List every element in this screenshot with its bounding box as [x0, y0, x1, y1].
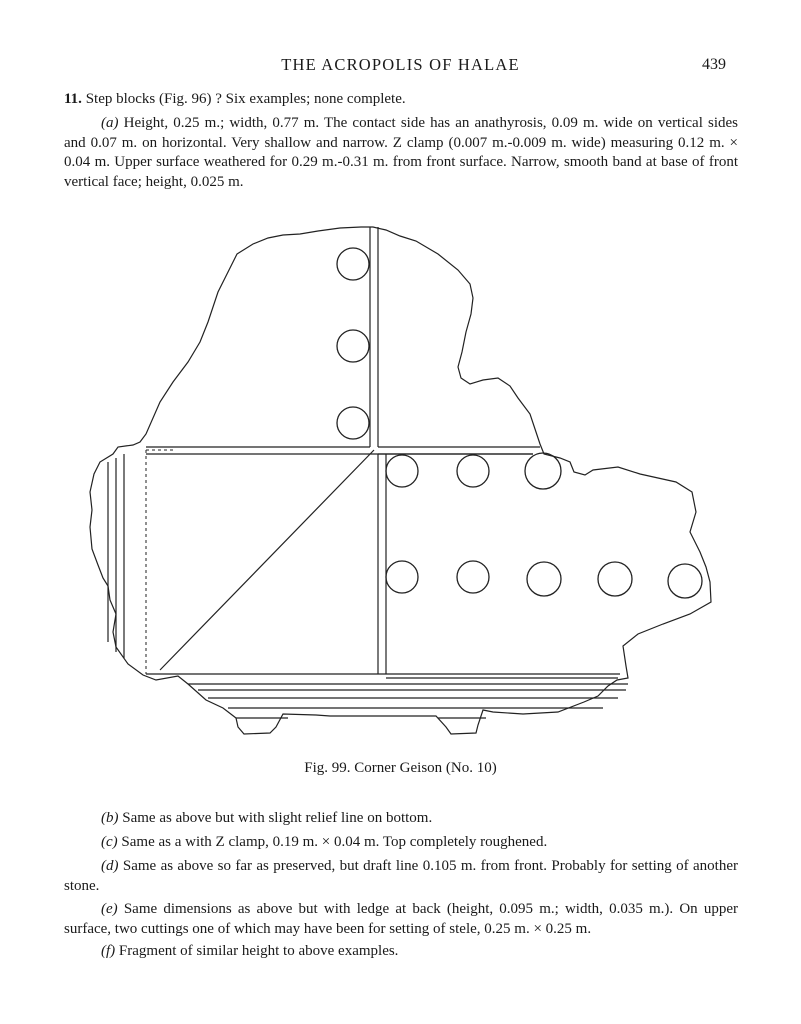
paragraph-f — [64, 942, 738, 962]
figure-caption: Fig. 99. Corner Geison (No. 10) — [304, 760, 497, 776]
corner-geison-drawing — [78, 222, 718, 738]
paragraph-text: Same dimensions as above but with ledge at back (height, 0.095 m.; width, 0.035 m.). On upper surface, two cuttings one of which may have been for setting of stele, 0.25 m. × 0.25 m. — [64, 901, 738, 937]
paragraph-label: (f) — [101, 943, 116, 959]
page-number: 439 — [702, 56, 726, 73]
cutting-circle — [386, 561, 418, 593]
paragraph-e — [64, 900, 738, 939]
cutting-circle — [527, 562, 561, 596]
cutting-circle — [457, 561, 489, 593]
running-title: THE ACROPOLIS OF HALAE — [281, 55, 520, 74]
block-outline — [90, 227, 711, 734]
cutting-circle — [337, 248, 369, 280]
paragraph-text: Fragment of similar height to above examples. — [118, 943, 399, 959]
paragraph-label: (d) — [101, 858, 119, 874]
cutting-circle — [598, 562, 632, 596]
cutting-circle — [337, 407, 369, 439]
paragraph-label: (c) — [101, 834, 118, 850]
section-title: Step blocks (Fig. 96) ? Six examples; none complete. — [85, 91, 406, 107]
cutting-circle — [525, 453, 561, 489]
paragraph-a — [64, 114, 738, 192]
paragraph-d — [64, 857, 738, 896]
paragraph-c — [64, 833, 738, 853]
paragraph-label: (a) — [101, 115, 119, 131]
section-heading — [64, 90, 738, 110]
paragraph-label: (b) — [101, 810, 119, 826]
cutting-circle — [668, 564, 702, 598]
paragraph-text: Height, 0.25 m.; width, 0.77 m. The contact side has an anathyrosis, 0.09 m. wide on vertical sides and 0.07 m. on horizontal. Very shallow and narrow. Z clamp (0.007 m.-0.009 m. wide) measuring 0.12 m. × 0.04 m. Upper surface weathered for 0.29 m.-0.31 m. from front surface. Narrow, smooth band at base of front vertical face; height, 0.025 m. — [64, 115, 738, 190]
section-number: 11. — [64, 91, 82, 107]
paragraph-text: Same as a with Z clamp, 0.19 m. × 0.04 m. Top completely roughened. — [121, 834, 548, 850]
paragraph-label: (e) — [101, 901, 118, 917]
paragraph-b — [64, 809, 738, 829]
cutting-circle — [457, 455, 489, 487]
cutting-circle — [386, 455, 418, 487]
paragraph-text: Same as above so far as preserved, but draft line 0.105 m. from front. Probably for setting of another stone. — [64, 858, 739, 894]
cutting-circle — [337, 330, 369, 362]
paragraph-text: Same as above but with slight relief line on bottom. — [122, 810, 433, 826]
